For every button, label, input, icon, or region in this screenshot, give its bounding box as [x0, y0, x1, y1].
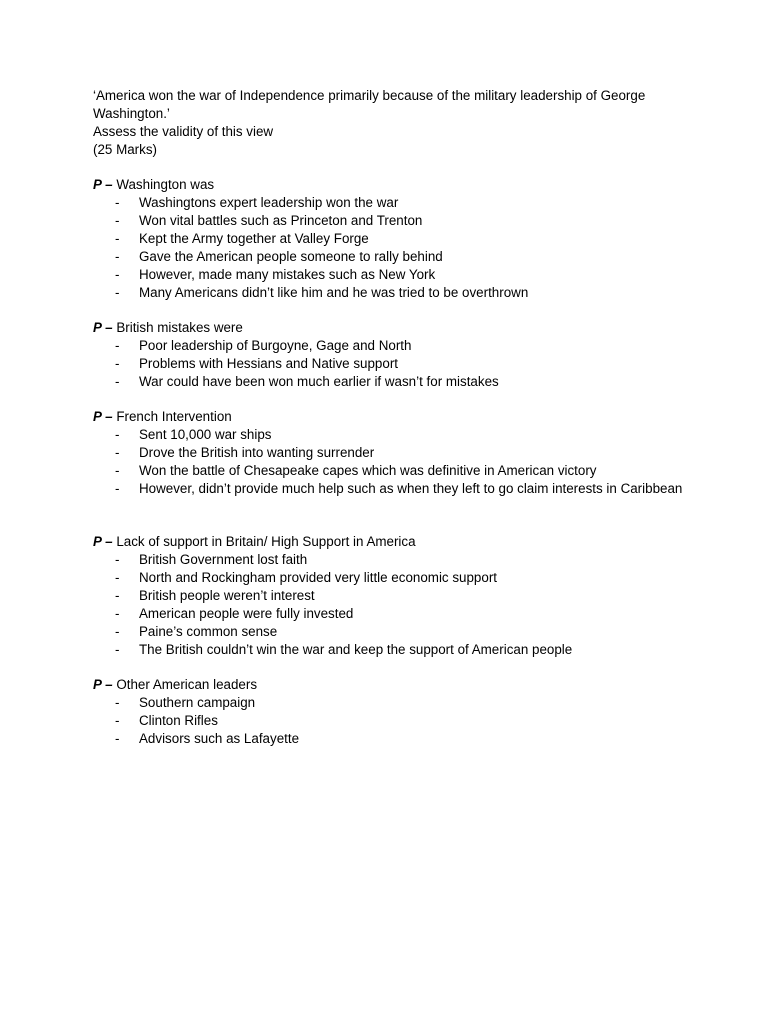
list-item-text: Won the battle of Chesapeake capes which was definitive in American victory [139, 463, 597, 478]
list-item-text: British people weren’t interest [139, 588, 315, 603]
bullet-dash: - [115, 285, 120, 300]
list-item [93, 462, 693, 480]
section-heading [93, 176, 693, 194]
section-heading [93, 533, 693, 551]
point-marker: P – [93, 534, 113, 549]
section-heading-text: Lack of support in Britain/ High Support in America [116, 534, 416, 549]
section-heading-text: Washington was [116, 177, 215, 192]
bullet-dash: - [115, 195, 120, 210]
list-item [93, 266, 693, 284]
list-item-text: Southern campaign [139, 695, 256, 710]
point-section [93, 676, 693, 748]
bullet-list [93, 337, 693, 391]
bullet-dash: - [115, 249, 120, 264]
bullet-dash: - [115, 695, 120, 710]
list-item [93, 712, 693, 730]
essay-instruction: Assess the validity of this view [93, 124, 274, 139]
list-item [93, 480, 693, 498]
list-item [93, 641, 693, 659]
point-section [93, 408, 693, 498]
bullet-dash: - [115, 642, 120, 657]
list-item-text: However, didn’t provide much help such as when they left to go claim interests in Caribbean [139, 481, 683, 496]
list-item-text: However, made many mistakes such as New York [139, 267, 436, 282]
list-item-text: Washingtons expert leadership won the war [139, 195, 399, 210]
list-item [93, 248, 693, 266]
bullet-dash: - [115, 463, 120, 478]
essay-marks: (25 Marks) [93, 142, 157, 157]
point-section [93, 176, 693, 302]
section-heading-text: French Intervention [116, 409, 232, 424]
list-item-text: Many Americans didn’t like him and he was tried to be overthrown [139, 285, 529, 300]
point-marker: P – [93, 320, 113, 335]
section-heading [93, 408, 693, 426]
bullet-dash: - [115, 570, 120, 585]
list-item-text: Drove the British into wanting surrender [139, 445, 375, 460]
list-item [93, 551, 693, 569]
bullet-dash: - [115, 213, 120, 228]
list-item-text: American people were fully invested [139, 606, 354, 621]
point-marker: P – [93, 677, 113, 692]
bullet-dash: - [115, 606, 120, 621]
list-item-text: Paine’s common sense [139, 624, 278, 639]
bullet-list [93, 551, 693, 659]
list-item [93, 444, 693, 462]
bullet-dash: - [115, 427, 120, 442]
bullet-list [93, 426, 693, 498]
list-item-text: Gave the American people someone to rally behind [139, 249, 443, 264]
bullet-dash: - [115, 267, 120, 282]
bullet-dash: - [115, 588, 120, 603]
bullet-dash: - [115, 231, 120, 246]
bullet-dash: - [115, 481, 120, 496]
bullet-list [93, 694, 693, 748]
list-item [93, 284, 693, 302]
list-item-text: British Government lost faith [139, 552, 308, 567]
point-marker: P – [93, 177, 113, 192]
list-item [93, 373, 693, 391]
list-item [93, 623, 693, 641]
bullet-dash: - [115, 731, 120, 746]
list-item [93, 730, 693, 748]
list-item [93, 426, 693, 444]
list-item [93, 355, 693, 373]
section-heading-text: Other American leaders [116, 677, 258, 692]
bullet-dash: - [115, 445, 120, 460]
list-item [93, 230, 693, 248]
bullet-dash: - [115, 624, 120, 639]
section-heading [93, 676, 693, 694]
point-section [93, 533, 693, 659]
list-item [93, 212, 693, 230]
list-item [93, 587, 693, 605]
bullet-dash: - [115, 552, 120, 567]
list-item-text: War could have been won much earlier if wasn’t for mistakes [139, 374, 499, 389]
list-item [93, 694, 693, 712]
list-item [93, 569, 693, 587]
list-item [93, 337, 693, 355]
document-page [93, 87, 693, 748]
essay-prompt [93, 87, 693, 159]
bullet-list [93, 194, 693, 302]
list-item-text: Problems with Hessians and Native support [139, 356, 399, 371]
bullet-dash: - [115, 338, 120, 353]
section-heading [93, 319, 693, 337]
list-item-text: Clinton Rifles [139, 713, 218, 728]
list-item-text: Won vital battles such as Princeton and Trenton [139, 213, 423, 228]
point-section [93, 319, 693, 391]
list-item-text: North and Rockingham provided very little economic support [139, 570, 498, 585]
point-marker: P – [93, 409, 113, 424]
section-heading-text: British mistakes were [116, 320, 243, 335]
bullet-dash: - [115, 374, 120, 389]
bullet-dash: - [115, 713, 120, 728]
list-item-text: Advisors such as Lafayette [139, 731, 300, 746]
bullet-dash: - [115, 356, 120, 371]
list-item [93, 605, 693, 623]
list-item-text: Poor leadership of Burgoyne, Gage and North [139, 338, 412, 353]
list-item [93, 194, 693, 212]
essay-question: ‘America won the war of Independence primarily because of the military leadership of George Washington.’ [93, 88, 646, 121]
list-item-text: Sent 10,000 war ships [139, 427, 272, 442]
list-item-text: Kept the Army together at Valley Forge [139, 231, 369, 246]
point-sections [93, 176, 693, 748]
list-item-text: The British couldn’t win the war and keep the support of American people [139, 642, 573, 657]
